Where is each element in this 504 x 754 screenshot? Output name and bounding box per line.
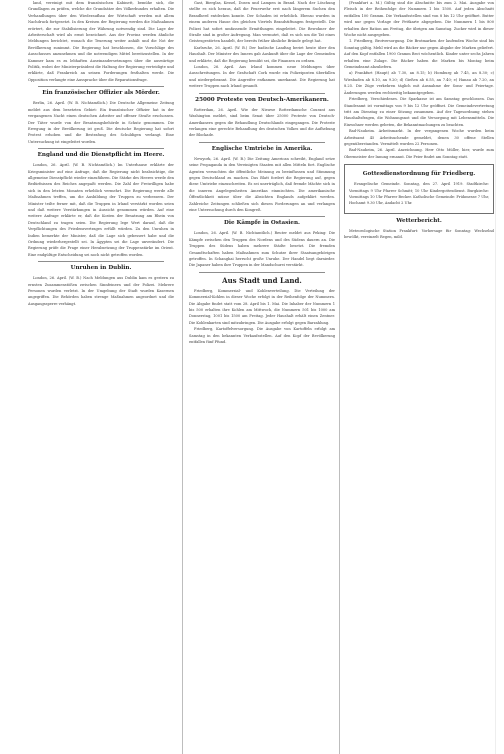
section-headline: Aus Stadt und Land. <box>222 275 302 285</box>
newspaper-page <box>6 0 496 754</box>
column-left <box>28 0 174 754</box>
article-text: London, 26. April. (W. B. Nichtamtlich.) Reuter meldet aus Peking: Die Kämpfe zwischen den Truppen des Nordens und des Südens dauern an. Die Truppen des Südens haben mehrere Städte besetzt. Die fremden Gesandtschaften haben Maßnahmen zum Schutze ihrer Staatsangehörigen getroffen. In Schanghai herrscht große Unruhe. Der Handel liegt darnieder. Die Japaner haben ihre Truppen in der Mandschurei verstärkt. <box>189 231 335 268</box>
headline: Wetterbericht. <box>396 217 442 224</box>
article-text: Meteorologische Station Frankfurt: Vorhersage für Sonntag: Wechselnd bewölkt, vereinzelt Regen, mild. <box>344 228 494 240</box>
article-text: London, 26. April. (W. B. Nichtamtlich.) Im Unterhause erklärte der Kriegsminister auf eine Anfrage, daß die Regierung nicht beabsichtige, die allgemeine Dienstpflicht wieder einzuführen. Die Stärke des Heeres werde den Bedürfnissen des Reiches angepaßt werden. Die Zahl der Freiwilligen habe sich in den letzten Monaten erheblich vermehrt. Die Regierung werde alle Maßnahmen treffen, um die Ausbildung der Truppen zu verbessern. Der Minister teilte ferner mit, daß die Truppen in Irland verstärkt worden seien und daß weitere Verstärkungen in Aussicht genommen würden. Auf eine weitere Anfrage erklärte er, daß die Kosten der Besatzung am Rhein von Deutschland zu tragen seien. Die Regierung lege Wert darauf, daß die Verpflichtungen des Friedensvertrages erfüllt würden. Zu den Unruhen in Indien bemerkte der Minister, daß die Lage sich gebessert habe und die Ordnung wiederhergestellt sei. In Ägypten sei die Lage unverändert. Die Regierung prüfe die Frage einer Herabsetzung der Truppenstärke im Orient. Eine endgültige Entscheidung sei noch nicht getroffen worden. <box>28 163 174 257</box>
article-text: Bad-Nauheim, 26. April. Anzeichnung. Herr Otto Müller, hier, wurde zum Obermeister der Innung ernannt. Die Feier findet am Sonntag statt. <box>344 148 494 159</box>
notice-box <box>344 164 494 214</box>
article-text: (Frankfurt a. M.) Gültig sind die Abschnitte bis zum 2. Mai. Ausgabe von Fleisch in der Reihenfolge der Nummern 1 bis 1500. Auf jeden Abschnitt entfallen 100 Gramm. Die Verkaufsstellen sind von 8 bis 12 Uhr geöffnet. Butter wird nur gegen Vorlage der Fettkarte abgegeben. Die Nummern 1 bis 800 erhalten ihre Ration am Freitag, die übrigen am Samstag. Zucker wird in dieser Woche nicht ausgegeben. <box>344 1 494 38</box>
article-text: a) Frankfurt (Haupt) ab 7.30, an 8.15; b) Homburg ab 7.45, an 8.30; c) Wiesbaden ab 8.10, an 9.20; d) Gießen ab 6.55, an 7.40; e) Hanau ab 7.20, an 8.25. Die Züge verkehren täglich mit Ausnahme der Sonn- und Feiertage. Änderungen werden rechtzeitig bekanntgegeben. <box>344 71 494 95</box>
article-text: Bad-Nauheim. Arbeitsmarkt. In der vergangenen Woche wurden beim Arbeitsamt 45 Arbeitsuchende gemeldet, denen 30 offene Stellen gegenüberstanden. Vermittelt wurden 22 Personen. <box>344 129 494 146</box>
article-text: London, 26. April. (W. B.) Nach Meldungen aus Dublin kam es gestern zu ernsten Zusammenstößen zwischen Sinnfeinern und der Polizei. Mehrere Personen wurden verletzt. In der Umgebung der Stadt wurden Kasernen angegriffen. Die Behörden haben strenge Maßnahmen angeordnet und die Ausgangssperre verhängt. <box>28 276 174 306</box>
divider <box>38 148 164 149</box>
divider <box>199 216 325 217</box>
article-text: Berlin, 26. April. (W. B. Nichtamtlich.) Die Deutsche Allgemeine Zeitung meldet aus dem besetzten Gebiet: Ein französischer Offizier hat in der vergangenen Nacht einen deutschen Arbeiter auf offener Straße erschossen. Der Täter wurde von der Besatzungsbehörde in Schutz genommen. Die Erregung in der Bevölkerung ist groß. Die deutsche Regierung hat sofort Protest erhoben und die Bestrafung des Schuldigen verlangt. Eine Untersuchung ist eingeleitet worden. <box>28 101 174 144</box>
article-text: land, vereinigt mit dem französischen Kabinett, bemühe sich, die Grundlagen zu prüfen, welche die Grundsätze des Völkerbundes erhalten. Die Verhandlungen über den Wiederaufbau der Wirtschaft werden mit allem Nachdruck fortgesetzt. In den Kreisen der Regierung werden die Maßnahmen erörtert, die zur Stabilisierung der Währung notwendig sind. Die Lage der Arbeiterschaft wird als ernst bezeichnet. Aus der Provinz werden ähnliche Meldungen berichtet, wonach die Teuerung weiter anhält und die Not der Bevölkerung zunimmt. Die Regierung hat beschlossen, die Vorschläge des Ausschusses anzunehmen und die notwendigen Mittel bereitzustellen. In der Kammer kam es zu lebhaften Auseinandersetzungen über die auswärtige Politik, wobei der Ministerpräsident die Haltung der Regierung verteidigte und erklärte, daß Frankreich an seinen Forderungen festhalten werde. Die Opposition verlangte eine Aussprache über die Reparationsfrage. <box>28 1 174 82</box>
page-edge <box>495 0 504 754</box>
article-text: London, 26. April. Aus Irland kommen neue Meldungen über Ausschreitungen. In der Grafschaft Cork wurde ein Polizeiposten überfallen und niedergebrannt. Die Angreifer entkamen unerkannt. Die Regierung hat weitere Truppen nach Irland gesandt. <box>189 65 335 89</box>
headline: Die Kämpfe in Ostasien. <box>224 220 300 227</box>
notice-text: Evangelische Gemeinde. Sonntag, den 27. April 1919. Stadtkirche: Vormittags 9 Uhr Pfarrer Schmitt; 10 Uhr Kindergottesdienst. Burgkirche: Vormittags 10 Uhr Pfarrer Becker. Katholische Gemeinde: Frühmesse 7 Uhr, Hochamt 9.30 Uhr, Andacht 2 Uhr. <box>349 182 489 206</box>
column-right <box>344 0 494 754</box>
article-text: Friedberg, Kartoffelversorgung. Die Ausgabe von Kartoffeln erfolgt am Samstag in den bekannten Verkaufsstellen. Auf den Kopf der Bevölkerung entfallen fünf Pfund. <box>189 327 335 345</box>
article-text: Rotterdam, 26. April. Wie der Nieuwe Rotterdamsche Courant aus Washington meldet, sind beim Senat über 25000 Proteste von Deutsch-Amerikanern gegen die Behandlung Deutschlands eingegangen. Die Proteste verlangen eine gerechte Behandlung des deutschen Volkes und die Aufhebung der Blockade. <box>189 107 335 138</box>
column-rule <box>339 0 340 754</box>
column-rule <box>182 0 183 754</box>
article-text: 1. Friedberg, Brotversorgung. Die Brotmarken der laufenden Woche sind bis Sonntag gültig. Mehl wird an die Bäcker nur gegen Abgabe der Marken geliefert. Auf den Kopf entfallen 1900 Gramm Brot wöchentlich. Kinder unter sechs Jahren erhalten eine Zulage. Die Bäcker haben die Marken bis Montag beim Gemeindeamt abzuliefern. <box>344 39 494 70</box>
headline: Ein französischer Offizier als Mörder. <box>42 90 160 97</box>
article-text: Gast, Bierglas, Kessel, Dosen und Lampen in Brand. Nach der Löschung stellte es sich heraus, daß die Feuerwehr erst nach längerem Suchen den Brandherd entdecken konnte. Der Schaden ist erheblich. Ebenso wurden in einem anderen Hause des gleichen Viertels Brandstiftungen festgestellt. Die Polizei hat sofort umfassende Ermittlungen eingeleitet. Die Bewohner der Straße sind in großer Aufregung. Man vermutet, daß es sich um die Tat eines Geistesgestörten handelt, der bereits früher ähnliche Brände gelegt hat. <box>189 1 335 44</box>
headline: 25000 Proteste von Deutsch-Amerikanern. <box>195 96 329 103</box>
article-text: Karlsruhe, 26. April. (W. B.) Der badische Landtag beriet heute über den Haushalt. Der Minister des Innern gab Auskunft über die Lage der Gemeinden und erklärte, daß die Regierung bemüht sei, die Finanzen zu ordnen. <box>189 45 335 63</box>
article-text: Friedberg, Kommerzial- und Kohlenverteilung. Die Verteilung der Kommerzial-Kohlen in dieser Woche erfolgt in der Reihenfolge der Nummern. Die Abgabe findet statt vom 28. April bis 1. Mai. Die Inhaber der Nummern 1 bis 500 erhalten ihre Kohlen am Mittwoch, die Nummern 501 bis 1000 am Donnerstag, 1001 bis 1500 am Freitag. Jeder Haushalt erhält einen Zentner. Die Kohlenkarten sind mitzubringen. Die Ausgabe erfolgt gegen Barzahlung. <box>189 288 335 325</box>
divider <box>199 142 325 143</box>
article-text: Newyork, 26. April. (W. B.) Die Zeitung American schreibt, England setze seine Propaganda in den Vereinigten Staaten mit allen Mitteln fort. Englische Agenten versuchten die öffentliche Meinung zu beeinflussen und Stimmung gegen Deutschland zu machen. Das Blatt fordert die Regierung auf, gegen diese Umtriebe einzuschreiten. Es sei unerträglich, daß fremde Mächte sich in die inneren Angelegenheiten Amerikas einmischten. Die amerikanische Öffentlichkeit müsse über die Absichten Englands aufgeklärt werden. Zahlreiche Zeitungen schließen sich diesen Forderungen an und verlangen eine Untersuchung durch den Kongreß. <box>189 156 335 212</box>
divider <box>38 86 164 87</box>
divider <box>199 93 325 94</box>
article-text: Friedberg, Verschiedenes. Die Sparkasse ist am Samstag geschlossen. Das Standesamt ist vormittags von 9 bis 12 Uhr geöffnet. Die Gemeindevertretung tritt am Dienstag zu einer Sitzung zusammen. Auf der Tagesordnung stehen Haushaltsfragen, die Wohnungsnot und die Versorgung mit Lebensmitteln. Die Einwohner werden gebeten, die Bekanntmachungen zu beachten. <box>344 97 494 127</box>
divider <box>199 272 325 273</box>
divider <box>38 261 164 262</box>
column-middle <box>189 0 335 754</box>
notice-title: Gottesdienstordnung für Friedberg. <box>362 171 476 178</box>
headline: Unruhen in Dublin. <box>70 265 132 272</box>
headline: England und die Dienstpflicht im Heere. <box>37 152 165 159</box>
headline: Englische Umtriebe in Amerika. <box>211 145 313 152</box>
